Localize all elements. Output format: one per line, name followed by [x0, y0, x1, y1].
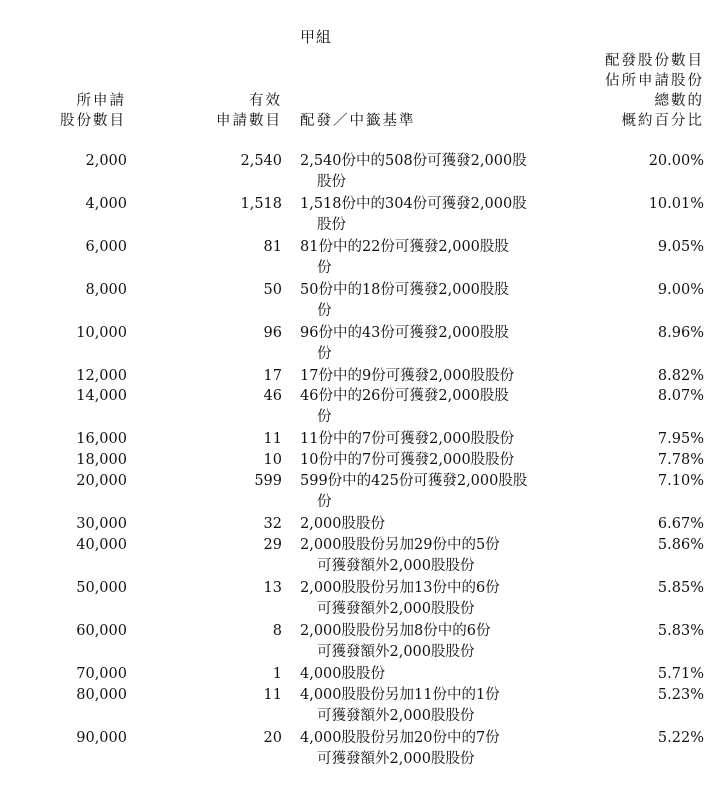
approx-percentage-cell: 9.05% — [657, 239, 704, 255]
allotment-basis-cell — [300, 728, 568, 770]
allotment-basis-line: 份 — [317, 260, 332, 276]
valid-applications-cell: 96 — [263, 325, 282, 341]
valid-applications-cell: 29 — [263, 537, 282, 553]
group-title: 甲組 — [300, 28, 333, 46]
allotment-basis-cell — [300, 514, 568, 535]
allotment-basis-line: 17份中的9份可獲發2,000股股份 — [300, 368, 515, 384]
applied-shares-cell: 60,000 — [76, 623, 127, 639]
applied-shares-cell: 40,000 — [76, 537, 127, 553]
applied-shares-cell: 12,000 — [76, 368, 127, 384]
valid-applications-cell: 8 — [272, 623, 282, 639]
header-applied-shares-line2: 股份數目 — [60, 113, 126, 129]
allotment-basis-line: 4,000股股份另加20份中的7份 — [300, 730, 500, 746]
applied-shares-cell: 90,000 — [76, 730, 127, 746]
allotment-basis-cell — [300, 386, 568, 428]
approx-percentage-cell: 6.67% — [657, 516, 704, 532]
allotment-basis-line: 50份中的18份可獲發2,000股股 — [300, 282, 509, 298]
allotment-basis-line: 1,518份中的304份可獲發2,000股 — [300, 196, 527, 212]
applied-shares-cell: 70,000 — [76, 666, 127, 682]
valid-applications-cell: 11 — [263, 431, 282, 447]
allotment-basis-cell — [300, 194, 568, 236]
allotment-basis-cell — [300, 578, 568, 620]
applied-shares-cell: 80,000 — [76, 687, 127, 703]
applied-shares-cell: 6,000 — [85, 239, 127, 255]
header-pct-line1: 配發股份數目 — [605, 53, 704, 69]
approx-percentage-cell: 5.83% — [657, 623, 704, 639]
allotment-basis-line: 可獲發額外2,000股股份 — [317, 601, 475, 617]
allotment-basis-line: 4,000股股份 — [300, 666, 386, 682]
applied-shares-cell: 8,000 — [85, 282, 127, 298]
allotment-basis-line: 份 — [317, 494, 332, 510]
allotment-basis-line: 股份 — [317, 174, 346, 190]
valid-applications-cell: 1,518 — [240, 196, 282, 212]
approx-percentage-cell: 5.23% — [657, 687, 704, 703]
allotment-basis-line: 可獲發額外2,000股股份 — [317, 751, 475, 767]
approx-percentage-cell: 5.85% — [657, 580, 704, 596]
applied-shares-cell: 50,000 — [76, 580, 127, 596]
allotment-basis-cell — [300, 664, 568, 685]
applied-shares-cell: 10,000 — [76, 325, 127, 341]
approx-percentage-cell: 8.96% — [657, 325, 704, 341]
applied-shares-cell: 20,000 — [76, 473, 127, 489]
approx-percentage-cell: 20.00% — [648, 153, 704, 169]
allotment-basis-line: 2,540份中的508份可獲發2,000股 — [300, 153, 527, 169]
allotment-basis-line: 11份中的7份可獲發2,000股股份 — [300, 431, 515, 447]
valid-applications-cell: 599 — [254, 473, 282, 489]
header-valid-applications-line1: 有效 — [249, 93, 282, 109]
valid-applications-cell: 81 — [263, 239, 282, 255]
approx-percentage-cell: 5.86% — [657, 537, 704, 553]
allotment-basis-line: 2,000股股份另加8份中的6份 — [300, 623, 491, 639]
header-pct-line2: 佔所申請股份 — [605, 73, 704, 89]
approx-percentage-cell: 8.82% — [657, 368, 704, 384]
allotment-basis-cell — [300, 237, 568, 279]
header-allotment-basis: 配發／中籤基準 — [300, 113, 416, 129]
valid-applications-cell: 11 — [263, 687, 282, 703]
allotment-basis-cell — [300, 450, 568, 471]
allotment-basis-line: 可獲發額外2,000股股份 — [317, 644, 475, 660]
header-applied-shares-line1: 所申請 — [76, 93, 126, 109]
header-valid-applications-line2: 申請數目 — [216, 113, 282, 129]
applied-shares-cell: 18,000 — [76, 452, 127, 468]
valid-applications-cell: 10 — [263, 452, 282, 468]
allotment-basis-line: 2,000股股份另加13份中的6份 — [300, 580, 500, 596]
allotment-basis-line: 2,000股股份 — [300, 516, 386, 532]
applied-shares-cell: 16,000 — [76, 431, 127, 447]
valid-applications-cell: 32 — [263, 516, 282, 532]
allotment-basis-cell — [300, 429, 568, 450]
valid-applications-cell: 17 — [263, 368, 282, 384]
approx-percentage-cell: 5.22% — [657, 730, 704, 746]
valid-applications-cell: 20 — [263, 730, 282, 746]
approx-percentage-cell: 9.00% — [657, 282, 704, 298]
allotment-basis-line: 份 — [317, 409, 332, 425]
applied-shares-cell: 4,000 — [85, 196, 127, 212]
allotment-basis-line: 81份中的22份可獲發2,000股股 — [300, 239, 509, 255]
allotment-basis-line: 10份中的7份可獲發2,000股股份 — [300, 452, 515, 468]
allotment-basis-cell — [300, 535, 568, 577]
allotment-basis-line: 份 — [317, 346, 332, 362]
allotment-basis-cell — [300, 366, 568, 387]
valid-applications-cell: 1 — [272, 666, 282, 682]
header-pct-line3: 總數的 — [654, 93, 704, 109]
allotment-basis-cell — [300, 323, 568, 365]
header-applied-shares — [40, 91, 126, 131]
allotment-basis-cell — [300, 471, 568, 513]
approx-percentage-cell: 10.01% — [648, 196, 704, 212]
allotment-basis-line: 599份中的425份可獲發2,000股股 — [300, 473, 528, 489]
applied-shares-cell: 2,000 — [85, 153, 127, 169]
valid-applications-cell: 46 — [263, 388, 282, 404]
allotment-basis-cell — [300, 685, 568, 727]
header-approx-percentage — [520, 51, 704, 131]
valid-applications-cell: 2,540 — [240, 153, 282, 169]
valid-applications-cell: 13 — [263, 580, 282, 596]
approx-percentage-cell: 8.07% — [657, 388, 704, 404]
allotment-basis-cell — [300, 280, 568, 322]
allotment-basis-line: 96份中的43份可獲發2,000股股 — [300, 325, 509, 341]
allotment-basis-line: 可獲發額外2,000股股份 — [317, 558, 475, 574]
allotment-basis-line: 46份中的26份可獲發2,000股股 — [300, 388, 509, 404]
approx-percentage-cell: 5.71% — [657, 666, 704, 682]
allotment-basis-cell — [300, 621, 568, 663]
applied-shares-cell: 30,000 — [76, 516, 127, 532]
approx-percentage-cell: 7.10% — [657, 473, 704, 489]
allotment-basis-line: 可獲發額外2,000股股份 — [317, 708, 475, 724]
allotment-basis-line: 4,000股股份另加11份中的1份 — [300, 687, 500, 703]
allotment-basis-line: 份 — [317, 303, 332, 319]
applied-shares-cell: 14,000 — [76, 388, 127, 404]
allotment-basis-line: 2,000股股份另加29份中的5份 — [300, 537, 500, 553]
approx-percentage-cell: 7.78% — [657, 452, 704, 468]
allotment-basis-line: 股份 — [317, 217, 346, 233]
header-valid-applications — [180, 91, 282, 131]
allotment-basis-cell — [300, 151, 568, 193]
approx-percentage-cell: 7.95% — [657, 431, 704, 447]
valid-applications-cell: 50 — [263, 282, 282, 298]
header-pct-line4: 概約百分比 — [621, 113, 704, 129]
